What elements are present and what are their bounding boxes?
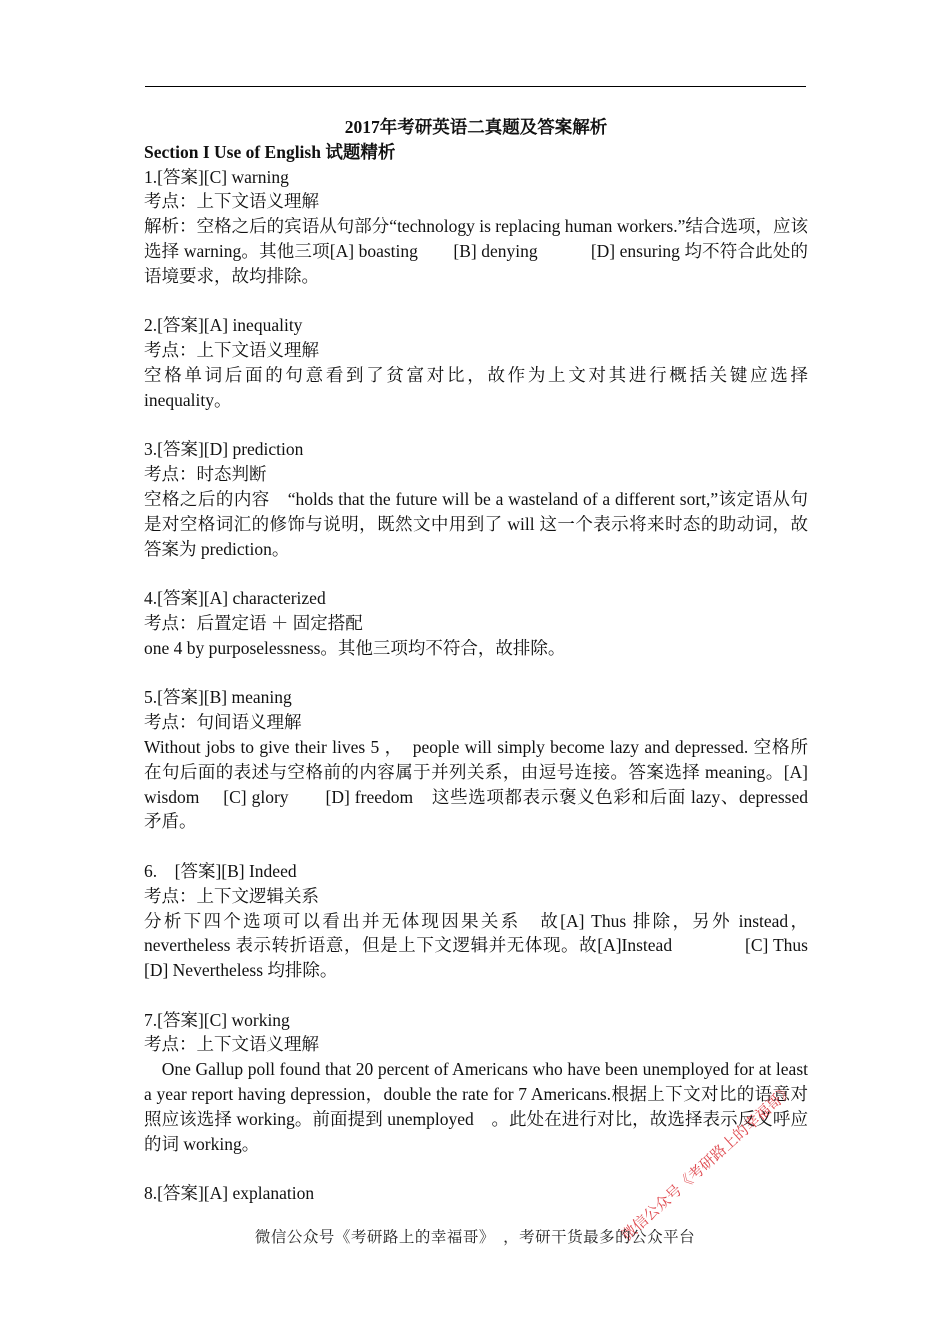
answer-item-3 (144, 437, 808, 561)
answer-item-6 (144, 859, 878, 983)
answer-item-5 (144, 685, 808, 834)
answer-item-4 (144, 586, 808, 660)
kaodian-line: 考点：上下文语义理解 (144, 191, 319, 212)
page-footer: 微信公众号《考研路上的幸福哥》 ，考研干货最多的公众平台 (254, 1228, 696, 1246)
answer-line: 5.[答案][B] meaning (144, 687, 292, 708)
kaodian-line: 考点：上下文逻辑关系 (144, 885, 319, 906)
kaodian-line: 考点：句间语义理解 (144, 712, 302, 733)
answer-line: 4.[答案][A] characterized (144, 588, 326, 609)
kaodian-line: 考点：上下文语义理解 (144, 1034, 319, 1055)
answer-line: 3.[答案][D] prediction (144, 439, 304, 460)
explanation-text: one 4 by purposelessness。其他三项均不符合，故排除。 (144, 637, 566, 658)
document-body (144, 115, 878, 1231)
answer-line: 7.[答案][C] working (144, 1009, 290, 1030)
explanation-text: One Gallup poll found that 20 percent of Americans who have been unemployed for at least a year report having depression，double the rate for 7 Americans.根据上下文对比的语意对照应该选择 working。前面提到 unemployed 。此处在进行对比，故选择表示反义呼应的词 working。 (144, 1059, 808, 1154)
answer-item-1 (144, 165, 808, 289)
document-title: 2017年考研英语二真题及答案解析 (344, 117, 608, 137)
kaodian-line: 考点：后置定语 ＋ 固定搭配 (144, 612, 363, 633)
explanation-text: 解析：空格之后的宾语从句部分“technology is replacing human workers.”结合选项，应该选择 warning。其他三项[A] boasting [B] denying [D] ensuring 均不符合此处的语境要求，故均排除。 (144, 216, 808, 286)
answer-item-7 (144, 1008, 808, 1157)
header-rule (145, 86, 806, 87)
answer-line: 6. [答案][B] Indeed (144, 860, 297, 881)
explanation-text: 空格单词后面的句意看到了贫富对比，故作为上文对其进行概括关键应选择 inequality。 (144, 364, 808, 410)
kaodian-line: 考点：上下文语义理解 (144, 340, 319, 361)
answer-line: 8.[答案][A] explanation (144, 1183, 315, 1204)
answer-item-8 (144, 1181, 808, 1206)
answer-line: 1.[答案][C] warning (144, 166, 289, 187)
explanation-text: 分析下四个选项可以看出并无体现因果关系 故[A] Thus 排除，另外 instead，nevertheless 表示转折语意，但是上下文逻辑并无体现。故[A]Instead [C] Thus [D] Nevertheless 均排除。 (144, 910, 878, 981)
explanation-text: 空格之后的内容 “holds that the future will be a wasteland of a different sort,”该定语从句是对空格词汇的修饰与说明，既然文中用到了 will 这一个表示将来时态的助动词，故答案为 prediction。 (144, 488, 808, 559)
watermark-stamp: 微信公众号《考研路上的幸福哥》 (617, 1080, 797, 1245)
answer-item-2 (144, 313, 808, 412)
explanation-text: Without jobs to give their lives 5 ， people will simply become lazy and depressed. 空格所在句后面的表述与空格前的内容属于并列关系，由逗号连接。答案选择 meaning。[A] wisdom [C] glory [D] freedom 这些选项都表示褒义色彩和后面 lazy、depressed 矛盾。 (144, 736, 808, 832)
section-title: Section I Use of English 试题精析 (144, 141, 396, 162)
answer-line: 2.[答案][A] inequality (144, 315, 303, 336)
kaodian-line: 考点：时态判断 (144, 464, 267, 485)
